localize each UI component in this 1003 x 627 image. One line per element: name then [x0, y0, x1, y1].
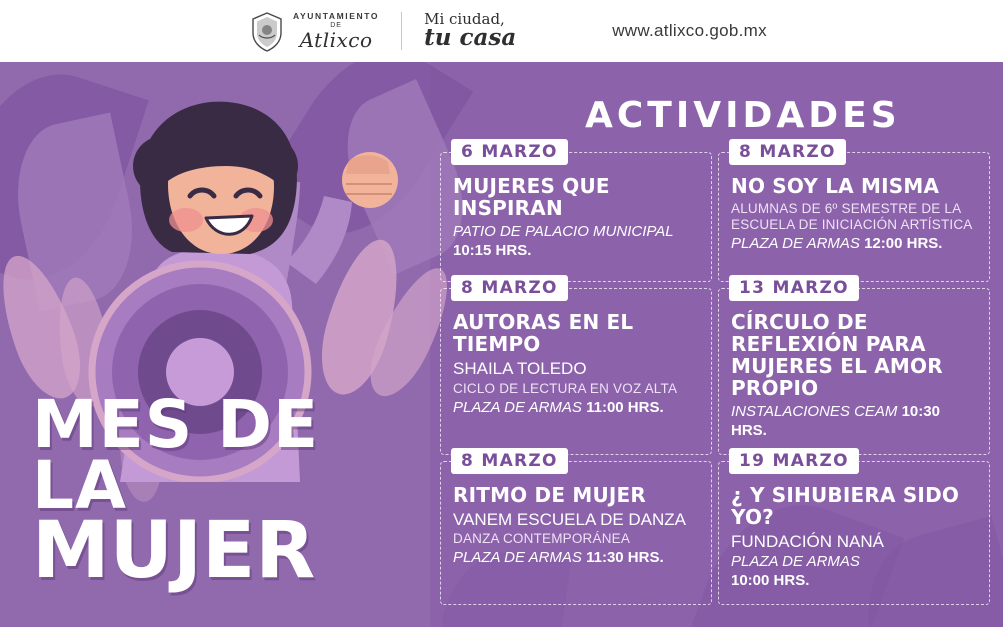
- activity-description: DANZA CONTEMPORÁNEA: [453, 531, 631, 547]
- activity-card[interactable]: [718, 142, 990, 282]
- title-line-1: MES DE LA: [32, 386, 320, 524]
- activity-card[interactable]: [718, 278, 990, 455]
- activity-place: PLAZA DE ARMAS: [453, 398, 582, 416]
- activity-title: MUJERES QUE INSPIRAN: [453, 174, 610, 220]
- header-divider: [401, 12, 402, 50]
- activity-place: PLAZA DE ARMAS: [731, 235, 860, 253]
- activity-card[interactable]: [718, 450, 990, 605]
- activity-date-badge: 8 MARZO: [729, 139, 846, 165]
- municipal-crest-icon: [250, 11, 284, 51]
- activity-place: INSTALACIONES CEAM: [731, 403, 898, 420]
- slogan-line1: Mi ciudad,: [424, 9, 505, 28]
- activity-place: PLAZA DE ARMAS: [731, 553, 860, 571]
- activity-place-hour: [731, 403, 977, 441]
- activity-place-hour: [453, 549, 699, 568]
- activity-hour: 11:30 HRS.: [586, 549, 664, 567]
- header-brand-group: [250, 11, 767, 51]
- activity-hour: 10:15 HRS.: [453, 241, 532, 259]
- activities-heading: ACTIVIDADES: [585, 95, 901, 136]
- activity-date-badge: 8 MARZO: [451, 448, 568, 474]
- activity-place: PATIO DE PALACIO MUNICIPAL: [453, 223, 674, 240]
- website-url[interactable]: www.atlixco.gob.mx: [612, 21, 767, 40]
- poster-title: [32, 386, 432, 597]
- ayuntamiento-city: Atlixco: [299, 27, 373, 52]
- activity-title: AUTORAS EN EL TIEMPO: [453, 310, 634, 356]
- activity-title: RITMO DE MUJER: [453, 482, 647, 507]
- activity-description: ALUMNAS DE 6º SEMESTRE DE LA ESCUELA DE INICIACIÓN ARTÍSTICA: [731, 201, 973, 233]
- activity-hour: 10:30 HRS.: [731, 403, 940, 439]
- activity-place-hour: [731, 235, 977, 254]
- activity-date-badge: 8 MARZO: [451, 275, 568, 301]
- activity-title: CÍRCULO DE REFLEXIÓN PARA MUJERES EL AMOR PROPIO: [731, 310, 943, 400]
- activity-hour: 12:00 HRS.: [864, 235, 943, 253]
- activity-title: NO SOY LA MISMA: [731, 174, 940, 198]
- activity-subtitle: FUNDACIÓN NANÁ: [731, 531, 885, 551]
- activity-card[interactable]: [440, 450, 712, 605]
- activities-grid: [440, 142, 990, 605]
- activity-date-badge: 19 MARZO: [729, 448, 859, 474]
- activity-subtitle: VANEM ESCUELA DE DANZA: [453, 509, 687, 529]
- ayuntamiento-line1: AYUNTAMIENTO: [293, 11, 380, 22]
- slogan-line2: tu casa: [424, 24, 517, 52]
- city-slogan: [424, 9, 517, 52]
- activity-title: ¿ Y SIHUBIERA SIDO YO?: [731, 482, 960, 529]
- activity-description: CICLO DE LECTURA EN VOZ ALTA: [453, 380, 678, 396]
- activity-hour: 11:00 HRS.: [586, 398, 664, 416]
- activity-subtitle: SHAILA TOLEDO: [453, 359, 587, 378]
- activity-card[interactable]: [440, 142, 712, 282]
- activity-date-badge: 6 MARZO: [451, 139, 568, 165]
- title-line-2: MUJER: [32, 506, 316, 597]
- ayuntamiento-line2: DE: [330, 21, 342, 29]
- ayuntamiento-wordmark: [293, 12, 379, 50]
- activity-place: PLAZA DE ARMAS: [453, 549, 582, 567]
- activity-place-hour: [453, 399, 699, 418]
- activity-card[interactable]: [440, 278, 712, 455]
- activity-hour: 10:00 HRS.: [731, 571, 810, 589]
- activity-date-badge: 13 MARZO: [729, 275, 859, 301]
- site-header: [0, 0, 1003, 62]
